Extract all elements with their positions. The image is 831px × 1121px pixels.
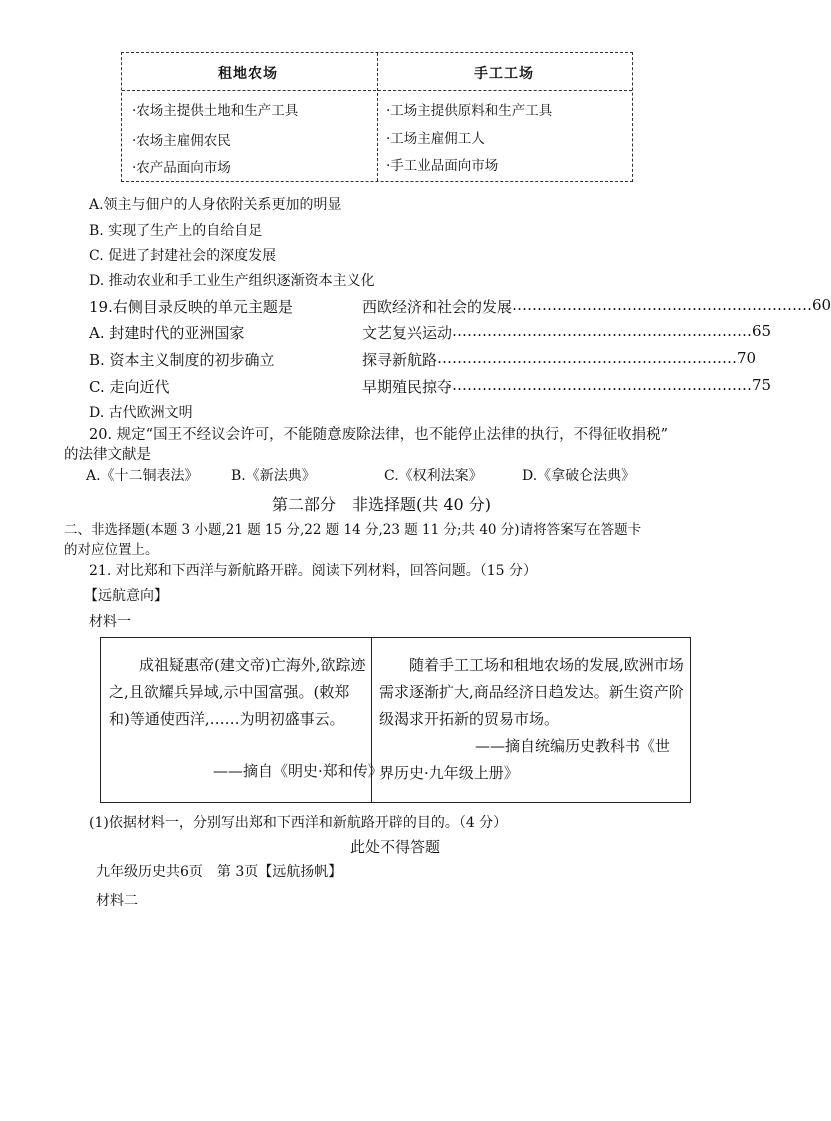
toc-leader: …………………………………………………… xyxy=(512,296,813,314)
q21-subquestion-1: (1)依据材料一，分别写出郑和下西洋和新航路开辟的目的。（4 分） xyxy=(89,815,508,831)
table-divider xyxy=(377,53,378,181)
q20-option-a: A.《十二铜表法》 xyxy=(86,468,199,484)
toc-page: 70 xyxy=(737,349,757,367)
material1-right-text: 随着手工工场和租地农场的发展,欧洲市场需求逐渐扩大,商品经济日趋发达。新生资产阶级渴求开拓新的贸易市场。 xyxy=(379,656,684,728)
table-header-divider xyxy=(122,90,632,91)
table-left-item: ·农产品面向市场 xyxy=(132,160,231,176)
material1-left-text: 成祖疑惠帝(建文帝)亡海外,欲踪迹之,且欲耀兵异域,示中国富强。(敕郑和)等通使西洋,……为明初盛事云。 xyxy=(109,656,366,728)
table-right-item: ·工场主雇佣工人 xyxy=(386,131,485,147)
material1-left-source: ——摘自《明史·郑和传》 xyxy=(213,762,383,780)
toc-title: 早期殖民掠夺 xyxy=(362,378,453,396)
toc-leader: …………………………………………………… xyxy=(452,322,753,340)
q19-option-b: B. 资本主义制度的初步确立 xyxy=(89,351,275,369)
part2-instructions-line1: 二、非选择题(本题 3 小题,21 题 15 分,22 题 14 分,23 题 11 分;共 40 分)请将答案写在答题卡 xyxy=(64,522,642,538)
material1-label: 材料一 xyxy=(89,614,131,630)
comparison-table xyxy=(121,52,633,182)
material1-right-source: ——摘自统编历史教科书《世界历史·九年级上册》 xyxy=(379,737,671,782)
q18-option-b: B. 实现了生产上的自给自足 xyxy=(89,223,263,239)
table-header-left: 租地农场 xyxy=(218,66,278,82)
toc-leader: …………………………………………………… xyxy=(452,376,753,394)
toc-title: 文艺复兴运动 xyxy=(362,324,453,342)
q19-option-d: D. 古代欧洲文明 xyxy=(89,405,193,421)
q20-stem-line1: 20. 规定“国王不经议会许可，不能随意废除法律，也不能停止法律的执行，不得征收捐税” xyxy=(89,427,668,443)
toc-page: 65 xyxy=(752,322,772,340)
q20-stem-line2: 的法律文献是 xyxy=(64,447,151,463)
part2-instructions-line2: 的对应位置上。 xyxy=(64,542,159,558)
table-left-item: ·农场主雇佣农民 xyxy=(132,133,231,149)
q21-stem: 21. 对比郑和下西洋与新航路开辟。阅读下列材料，回答问题。（15 分） xyxy=(89,563,537,579)
table-right-item: ·手工业品面向市场 xyxy=(386,158,499,174)
material1-box xyxy=(100,637,691,803)
material2-label: 材料二 xyxy=(96,893,138,909)
toc-page: 75 xyxy=(752,376,772,394)
table-left-item: ·农场主提供土地和生产工具 xyxy=(132,103,299,119)
toc-entry xyxy=(362,322,772,343)
toc-entry xyxy=(362,376,772,397)
toc-entry xyxy=(362,296,831,317)
table-right-item: ·工场主提供原料和生产工具 xyxy=(386,103,553,119)
toc-page: 60 xyxy=(812,296,831,314)
q18-option-a: A.领主与佃户的人身依附关系更加的明显 xyxy=(89,197,342,213)
q19-option-c: C. 走向近代 xyxy=(89,378,170,396)
table-header-right: 手工工场 xyxy=(474,66,534,82)
q20-option-d: D.《拿破仑法典》 xyxy=(522,468,636,484)
q18-option-d: D. 推动农业和手工业生产组织逐渐资本主义化 xyxy=(89,273,375,289)
part2-title: 第二部分 非选择题(共 40 分) xyxy=(272,495,492,514)
q19-stem: 19.右侧目录反映的单元主题是 xyxy=(89,298,293,316)
no-answer-notice: 此处不得答题 xyxy=(350,838,441,856)
toc-title: 西欧经济和社会的发展 xyxy=(362,298,513,316)
q18-option-c: C. 促进了封建社会的深度发展 xyxy=(89,248,277,264)
q20-option-c: C.《权利法案》 xyxy=(384,468,483,484)
toc-title: 探寻新航路 xyxy=(362,351,438,369)
q20-option-b: B.《新法典》 xyxy=(231,468,316,484)
toc-leader: …………………………………………………… xyxy=(437,349,738,367)
toc-entry xyxy=(362,349,757,370)
q21-section-heading: 【远航意向】 xyxy=(84,588,168,604)
q19-option-a: A. 封建时代的亚洲国家 xyxy=(89,324,245,342)
page-footer: 九年级历史共6页 第 3页【远航扬帆】 xyxy=(96,864,343,880)
